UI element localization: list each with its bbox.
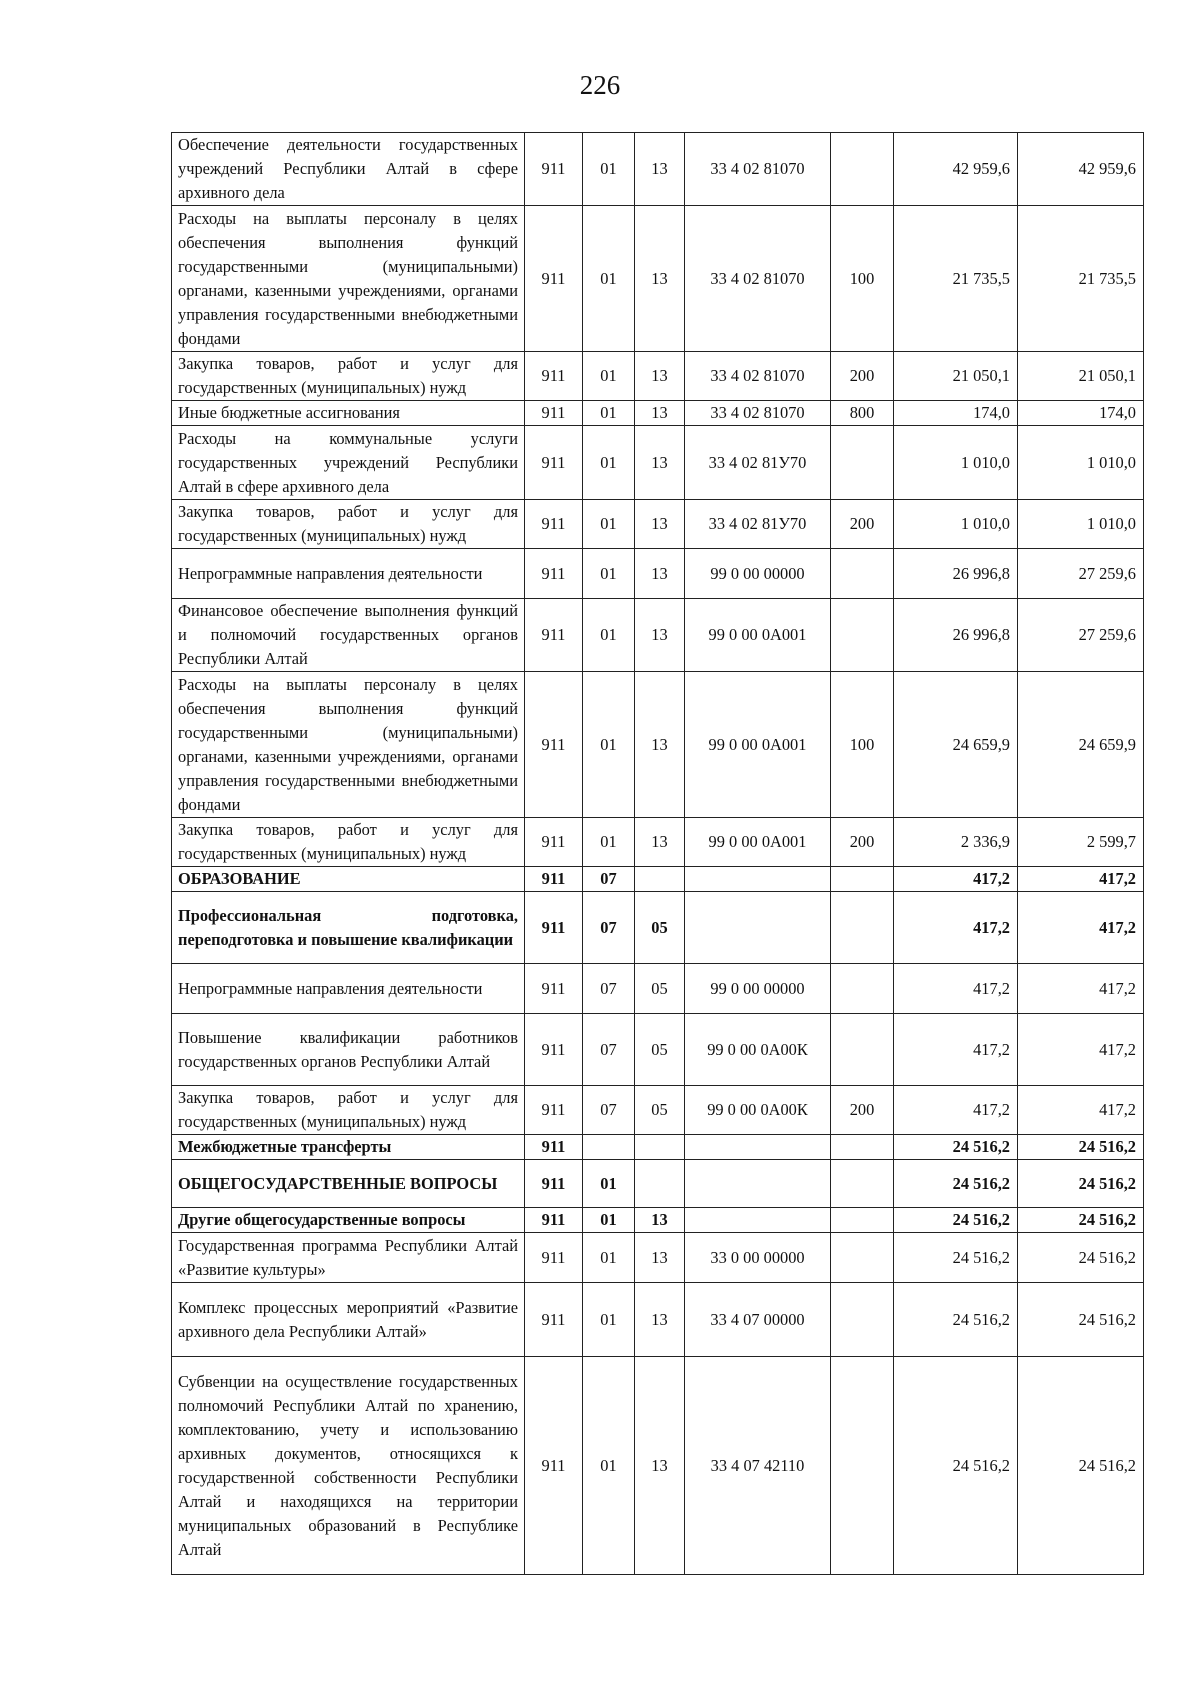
subsection-code-cell: 13 <box>635 672 685 818</box>
table-row <box>172 206 1144 352</box>
amount-year2-cell: 42 959,6 <box>1018 133 1144 206</box>
subsection-code-cell: 13 <box>635 352 685 401</box>
subsection-code-cell: 05 <box>635 1014 685 1086</box>
subsection-code-cell <box>635 1135 685 1160</box>
admin-code-cell: 911 <box>525 1208 583 1233</box>
target-article-cell: 99 0 00 00000 <box>685 549 831 599</box>
target-article-cell <box>685 1135 831 1160</box>
section-code-cell <box>583 1135 635 1160</box>
target-article-cell: 33 4 02 81070 <box>685 133 831 206</box>
expense-name-cell: Непрограммные направления деятельности <box>172 964 525 1014</box>
table-row <box>172 1283 1144 1357</box>
target-article-cell: 33 0 00 00000 <box>685 1233 831 1283</box>
expense-name-cell: Межбюджетные трансферты <box>172 1135 525 1160</box>
table-row <box>172 599 1144 672</box>
expense-name-cell: Обеспечение деятельности государственных учреждений Республики Алтай в сфере архивного дела <box>172 133 525 206</box>
table-row <box>172 672 1144 818</box>
subsection-code-cell: 05 <box>635 892 685 964</box>
amount-year2-cell: 24 516,2 <box>1018 1135 1144 1160</box>
amount-year2-cell: 21 735,5 <box>1018 206 1144 352</box>
page-number: 226 <box>579 70 621 100</box>
amount-year2-cell: 417,2 <box>1018 964 1144 1014</box>
admin-code-cell: 911 <box>525 401 583 426</box>
budget-table <box>171 132 1144 1575</box>
target-article-cell: 33 4 02 81070 <box>685 401 831 426</box>
section-code-cell: 01 <box>583 401 635 426</box>
amount-year1-cell: 24 516,2 <box>894 1208 1018 1233</box>
amount-year2-cell: 1 010,0 <box>1018 426 1144 500</box>
amount-year2-cell: 417,2 <box>1018 892 1144 964</box>
section-code-cell: 07 <box>583 1086 635 1135</box>
amount-year2-cell: 21 050,1 <box>1018 352 1144 401</box>
admin-code-cell: 911 <box>525 1233 583 1283</box>
expense-type-cell: 200 <box>831 500 894 549</box>
target-article-cell: 99 0 00 0А001 <box>685 672 831 818</box>
table-row <box>172 1160 1144 1208</box>
expense-name-cell: Закупка товаров, работ и услуг для государственных (муниципальных) нужд <box>172 818 525 867</box>
subsection-code-cell: 13 <box>635 401 685 426</box>
expense-type-cell: 200 <box>831 818 894 867</box>
expense-name-cell: Профессиональная подготовка, переподготовка и повышение квалификации <box>172 892 525 964</box>
expense-type-cell: 800 <box>831 401 894 426</box>
amount-year2-cell: 27 259,6 <box>1018 549 1144 599</box>
admin-code-cell: 911 <box>525 892 583 964</box>
section-code-cell: 01 <box>583 1208 635 1233</box>
amount-year2-cell: 1 010,0 <box>1018 500 1144 549</box>
expense-type-cell <box>831 892 894 964</box>
amount-year1-cell: 417,2 <box>894 892 1018 964</box>
amount-year1-cell: 24 516,2 <box>894 1283 1018 1357</box>
expense-name-cell: Закупка товаров, работ и услуг для государственных (муниципальных) нужд <box>172 1086 525 1135</box>
target-article-cell: 33 4 02 81У70 <box>685 426 831 500</box>
amount-year2-cell: 27 259,6 <box>1018 599 1144 672</box>
expense-name-cell: Закупка товаров, работ и услуг для государственных (муниципальных) нужд <box>172 500 525 549</box>
subsection-code-cell: 13 <box>635 549 685 599</box>
amount-year1-cell: 1 010,0 <box>894 500 1018 549</box>
section-code-cell: 01 <box>583 352 635 401</box>
section-code-cell: 07 <box>583 892 635 964</box>
target-article-cell: 99 0 00 0А001 <box>685 599 831 672</box>
section-code-cell: 01 <box>583 818 635 867</box>
admin-code-cell: 911 <box>525 1160 583 1208</box>
table-row <box>172 401 1144 426</box>
amount-year2-cell: 24 516,2 <box>1018 1283 1144 1357</box>
table-row <box>172 818 1144 867</box>
expense-type-cell <box>831 1160 894 1208</box>
admin-code-cell: 911 <box>525 1283 583 1357</box>
expense-type-cell <box>831 599 894 672</box>
target-article-cell <box>685 1208 831 1233</box>
admin-code-cell: 911 <box>525 133 583 206</box>
expense-name-cell: Расходы на выплаты персоналу в целях обеспечения выполнения функций государственными (муниципальными) органами, казенными учреждениями, органами управления государственными внебюджетными фондами <box>172 206 525 352</box>
target-article-cell: 99 0 00 0А001 <box>685 818 831 867</box>
subsection-code-cell <box>635 867 685 892</box>
table-row <box>172 1135 1144 1160</box>
expense-name-cell: Закупка товаров, работ и услуг для государственных (муниципальных) нужд <box>172 352 525 401</box>
expense-name-cell: Финансовое обеспечение выполнения функций и полномочий государственных органов Республики Алтай <box>172 599 525 672</box>
admin-code-cell: 911 <box>525 426 583 500</box>
amount-year1-cell: 417,2 <box>894 867 1018 892</box>
section-code-cell: 01 <box>583 133 635 206</box>
target-article-cell: 99 0 00 00000 <box>685 964 831 1014</box>
amount-year1-cell: 2 336,9 <box>894 818 1018 867</box>
amount-year1-cell: 42 959,6 <box>894 133 1018 206</box>
table-row <box>172 1357 1144 1575</box>
amount-year1-cell: 21 050,1 <box>894 352 1018 401</box>
subsection-code-cell: 13 <box>635 818 685 867</box>
expense-name-cell: Иные бюджетные ассигнования <box>172 401 525 426</box>
table-row <box>172 549 1144 599</box>
amount-year1-cell: 24 659,9 <box>894 672 1018 818</box>
expense-type-cell: 200 <box>831 1086 894 1135</box>
admin-code-cell: 911 <box>525 206 583 352</box>
table-row <box>172 964 1144 1014</box>
subsection-code-cell: 13 <box>635 133 685 206</box>
subsection-code-cell: 05 <box>635 1086 685 1135</box>
table-body <box>172 133 1144 1575</box>
subsection-code-cell: 13 <box>635 206 685 352</box>
expense-name-cell: Расходы на выплаты персоналу в целях обеспечения выполнения функций государственными (муниципальными) органами, казенными учреждениями, органами управления государственными внебюджетными фондами <box>172 672 525 818</box>
amount-year2-cell: 174,0 <box>1018 401 1144 426</box>
target-article-cell: 33 4 07 00000 <box>685 1283 831 1357</box>
target-article-cell <box>685 1160 831 1208</box>
amount-year1-cell: 417,2 <box>894 964 1018 1014</box>
admin-code-cell: 911 <box>525 964 583 1014</box>
table-row <box>172 1014 1144 1086</box>
admin-code-cell: 911 <box>525 500 583 549</box>
amount-year1-cell: 24 516,2 <box>894 1357 1018 1575</box>
target-article-cell: 33 4 02 81070 <box>685 352 831 401</box>
amount-year2-cell: 24 659,9 <box>1018 672 1144 818</box>
section-code-cell: 01 <box>583 1357 635 1575</box>
expense-type-cell <box>831 1357 894 1575</box>
target-article-cell: 99 0 00 0А00К <box>685 1086 831 1135</box>
expense-type-cell <box>831 1014 894 1086</box>
section-code-cell: 07 <box>583 867 635 892</box>
amount-year1-cell: 417,2 <box>894 1086 1018 1135</box>
amount-year2-cell: 24 516,2 <box>1018 1357 1144 1575</box>
section-code-cell: 01 <box>583 672 635 818</box>
expense-type-cell: 100 <box>831 206 894 352</box>
amount-year2-cell: 24 516,2 <box>1018 1160 1144 1208</box>
amount-year2-cell: 2 599,7 <box>1018 818 1144 867</box>
admin-code-cell: 911 <box>525 1357 583 1575</box>
section-code-cell: 01 <box>583 549 635 599</box>
section-code-cell: 01 <box>583 426 635 500</box>
amount-year1-cell: 24 516,2 <box>894 1160 1018 1208</box>
table-row <box>172 1208 1144 1233</box>
expense-name-cell: ОБЩЕГОСУДАРСТВЕННЫЕ ВОПРОСЫ <box>172 1160 525 1208</box>
amount-year1-cell: 174,0 <box>894 401 1018 426</box>
expense-name-cell: Непрограммные направления деятельности <box>172 549 525 599</box>
expense-type-cell <box>831 1135 894 1160</box>
section-code-cell: 01 <box>583 1283 635 1357</box>
section-code-cell: 01 <box>583 206 635 352</box>
amount-year1-cell: 21 735,5 <box>894 206 1018 352</box>
table-row <box>172 352 1144 401</box>
target-article-cell: 99 0 00 0А00К <box>685 1014 831 1086</box>
expense-type-cell: 100 <box>831 672 894 818</box>
expense-type-cell: 200 <box>831 352 894 401</box>
amount-year1-cell: 24 516,2 <box>894 1233 1018 1283</box>
target-article-cell <box>685 892 831 964</box>
admin-code-cell: 911 <box>525 1135 583 1160</box>
expense-name-cell: Субвенции на осуществление государственных полномочий Республики Алтай по хранению, комплектованию, учету и использованию архивных документов, относящихся к государственной собственности Республики Алтай и находящихся на территории муниципальных образований в Республике Алтай <box>172 1357 525 1575</box>
expense-type-cell <box>831 867 894 892</box>
section-code-cell: 01 <box>583 500 635 549</box>
target-article-cell: 33 4 02 81У70 <box>685 500 831 549</box>
table-row <box>172 892 1144 964</box>
admin-code-cell: 911 <box>525 352 583 401</box>
expense-name-cell: Расходы на коммунальные услуги государственных учреждений Республики Алтай в сфере архивного дела <box>172 426 525 500</box>
expense-name-cell: Повышение квалификации работников государственных органов Республики Алтай <box>172 1014 525 1086</box>
admin-code-cell: 911 <box>525 867 583 892</box>
table-row <box>172 867 1144 892</box>
expense-type-cell <box>831 1233 894 1283</box>
subsection-code-cell: 13 <box>635 1283 685 1357</box>
section-code-cell: 01 <box>583 1233 635 1283</box>
admin-code-cell: 911 <box>525 1086 583 1135</box>
amount-year1-cell: 26 996,8 <box>894 599 1018 672</box>
section-code-cell: 01 <box>583 599 635 672</box>
amount-year1-cell: 24 516,2 <box>894 1135 1018 1160</box>
admin-code-cell: 911 <box>525 1014 583 1086</box>
subsection-code-cell: 13 <box>635 1357 685 1575</box>
table-row <box>172 426 1144 500</box>
expense-type-cell <box>831 426 894 500</box>
expense-type-cell <box>831 1208 894 1233</box>
amount-year2-cell: 417,2 <box>1018 1086 1144 1135</box>
expense-type-cell <box>831 964 894 1014</box>
section-code-cell: 07 <box>583 1014 635 1086</box>
expense-type-cell <box>831 549 894 599</box>
subsection-code-cell: 05 <box>635 964 685 1014</box>
expense-name-cell: Комплекс процессных мероприятий «Развитие архивного дела Республики Алтай» <box>172 1283 525 1357</box>
table-row <box>172 1233 1144 1283</box>
amount-year2-cell: 24 516,2 <box>1018 1208 1144 1233</box>
section-code-cell: 01 <box>583 1160 635 1208</box>
expense-name-cell: Государственная программа Республики Алтай «Развитие культуры» <box>172 1233 525 1283</box>
table-row <box>172 1086 1144 1135</box>
subsection-code-cell: 13 <box>635 599 685 672</box>
target-article-cell: 33 4 02 81070 <box>685 206 831 352</box>
target-article-cell <box>685 867 831 892</box>
subsection-code-cell: 13 <box>635 426 685 500</box>
subsection-code-cell <box>635 1160 685 1208</box>
target-article-cell: 33 4 07 42110 <box>685 1357 831 1575</box>
subsection-code-cell: 13 <box>635 1233 685 1283</box>
expense-name-cell: Другие общегосударственные вопросы <box>172 1208 525 1233</box>
table-row <box>172 133 1144 206</box>
admin-code-cell: 911 <box>525 672 583 818</box>
amount-year1-cell: 26 996,8 <box>894 549 1018 599</box>
amount-year2-cell: 417,2 <box>1018 867 1144 892</box>
subsection-code-cell: 13 <box>635 1208 685 1233</box>
admin-code-cell: 911 <box>525 549 583 599</box>
admin-code-cell: 911 <box>525 818 583 867</box>
amount-year2-cell: 417,2 <box>1018 1014 1144 1086</box>
table-row <box>172 500 1144 549</box>
section-code-cell: 07 <box>583 964 635 1014</box>
expense-type-cell <box>831 1283 894 1357</box>
admin-code-cell: 911 <box>525 599 583 672</box>
amount-year1-cell: 417,2 <box>894 1014 1018 1086</box>
amount-year1-cell: 1 010,0 <box>894 426 1018 500</box>
expense-name-cell: ОБРАЗОВАНИЕ <box>172 867 525 892</box>
expense-type-cell <box>831 133 894 206</box>
subsection-code-cell: 13 <box>635 500 685 549</box>
amount-year2-cell: 24 516,2 <box>1018 1233 1144 1283</box>
